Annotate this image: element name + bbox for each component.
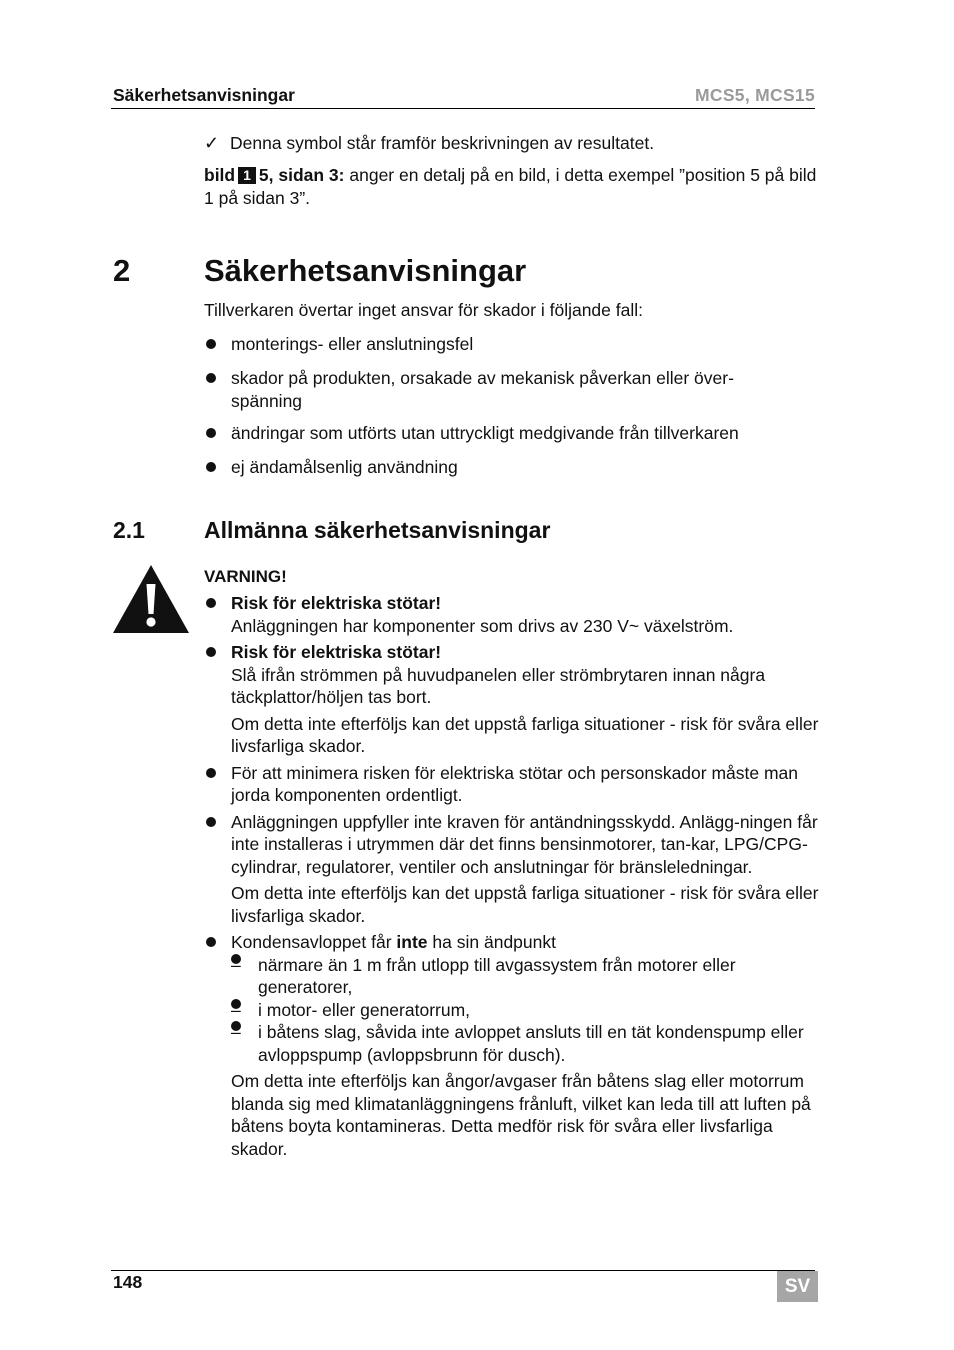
section-2-intro: Tillverkaren övertar inget ansvar för skador i följande fall: xyxy=(204,300,643,320)
section-2-1-title: Allmänna säkerhetsanvisningar xyxy=(204,517,551,543)
page-number: 148 xyxy=(113,1272,143,1292)
list-item xyxy=(204,811,824,928)
list-item: ej ändamålsenlig användning xyxy=(204,456,824,479)
liability-list xyxy=(204,333,824,356)
warning-consequence-note: Om detta inte efterföljs kan ångor/avgaser från båtens slag eller motorrum blanda sig med klimatanläggningens frånluft, vilket kan leda till att luften på båtens boyta kontamineras. Detta medför risk för svåra eller livsfarliga skador. xyxy=(231,1071,811,1159)
warning-item-title: Risk för elektriska stötar! xyxy=(231,642,442,662)
figure-ref-prefix: bild xyxy=(204,165,236,185)
list-item: ändringar som utförts utan uttryckligt medgivande från tillverkaren xyxy=(204,422,824,445)
warning-item-text: För att minimera risken för elektriska stötar och personskador måste man jorda komponenten ordentligt. xyxy=(231,762,799,805)
liability-list xyxy=(204,367,789,412)
warning-item-title: Risk för elektriska stötar! xyxy=(231,593,442,613)
warning-label: VARNING! xyxy=(204,567,287,586)
warning-triangle-icon xyxy=(112,564,190,634)
result-symbol-line xyxy=(204,132,654,155)
section-2-1-number: 2.1 xyxy=(113,517,145,543)
figure-reference-explanation xyxy=(204,164,820,209)
list-item xyxy=(204,592,824,637)
list-item xyxy=(204,762,824,807)
list-item xyxy=(204,931,824,1160)
figure-ref-suffix: 5, sidan 3: xyxy=(258,165,345,185)
running-header-section: Säkerhetsanvisningar xyxy=(113,85,295,105)
warning-item-text: Anläggningen har komponenter som drivs av 230 V~ växelström. xyxy=(231,615,734,636)
dash-list-item: – i båtens slag, såvida inte avloppet ansluts till en tät kondenspump eller avloppspump (avloppsbrunn för dusch). xyxy=(231,1021,824,1066)
result-symbol-text: Denna symbol står framför beskrivningen av resultatet. xyxy=(230,133,655,153)
dash-list-item: – närmare än 1 m från utlopp till avgassystem från motorer eller generatorer, xyxy=(231,954,824,999)
running-header-model: MCS5, MCS15 xyxy=(695,85,815,105)
list-item xyxy=(204,641,824,758)
section-2-number: 2 xyxy=(113,253,131,288)
list-item: monterings- eller anslutningsfel xyxy=(204,333,824,356)
warning-consequence-note: Om detta inte efterföljs kan det uppstå farliga situationer - risk för svåra eller livsfarliga skador. xyxy=(231,883,819,926)
checkmark-icon: ✓ xyxy=(204,133,220,153)
language-badge: SV xyxy=(777,1271,818,1302)
figure-number-box: 1 xyxy=(238,167,256,184)
footer-divider xyxy=(111,1270,815,1271)
figure-ref-text: anger en detalj på en bild, i detta exempel ”position 5 på bild 1 på sidan 3”. xyxy=(204,165,817,208)
list-item: skador på produkten, orsakade av mekanisk påverkan eller över-spänning xyxy=(204,367,789,412)
liability-list xyxy=(204,456,824,479)
warning-list xyxy=(204,592,824,1164)
dash-list-item: – i motor- eller generatorrum, xyxy=(231,999,824,1022)
condensate-exclusion-list xyxy=(231,954,824,1067)
warning-item-text: Anläggningen uppfyller inte kraven för antändningsskydd. Anlägg-ningen får inte installeras i utrymmen där det finns bensinmotorer, tan-kar, LPG/CPG-cylindrar, regulatorer, ventiler och anslutningar för bränsleledningar. xyxy=(231,811,818,877)
section-2-title: Säkerhetsanvisningar xyxy=(204,253,527,288)
warning-item-text: Slå ifrån strömmen på huvudpanelen eller strömbrytaren innan några täckplattor/höljen tas bort. xyxy=(231,664,766,707)
warning-item-text: Kondensavloppet får inte ha sin ändpunkt xyxy=(231,932,556,952)
liability-list xyxy=(204,422,824,445)
header-divider xyxy=(111,108,815,109)
warning-consequence-note: Om detta inte efterföljs kan det uppstå farliga situationer - risk för svåra eller livsfarliga skador. xyxy=(231,713,819,756)
